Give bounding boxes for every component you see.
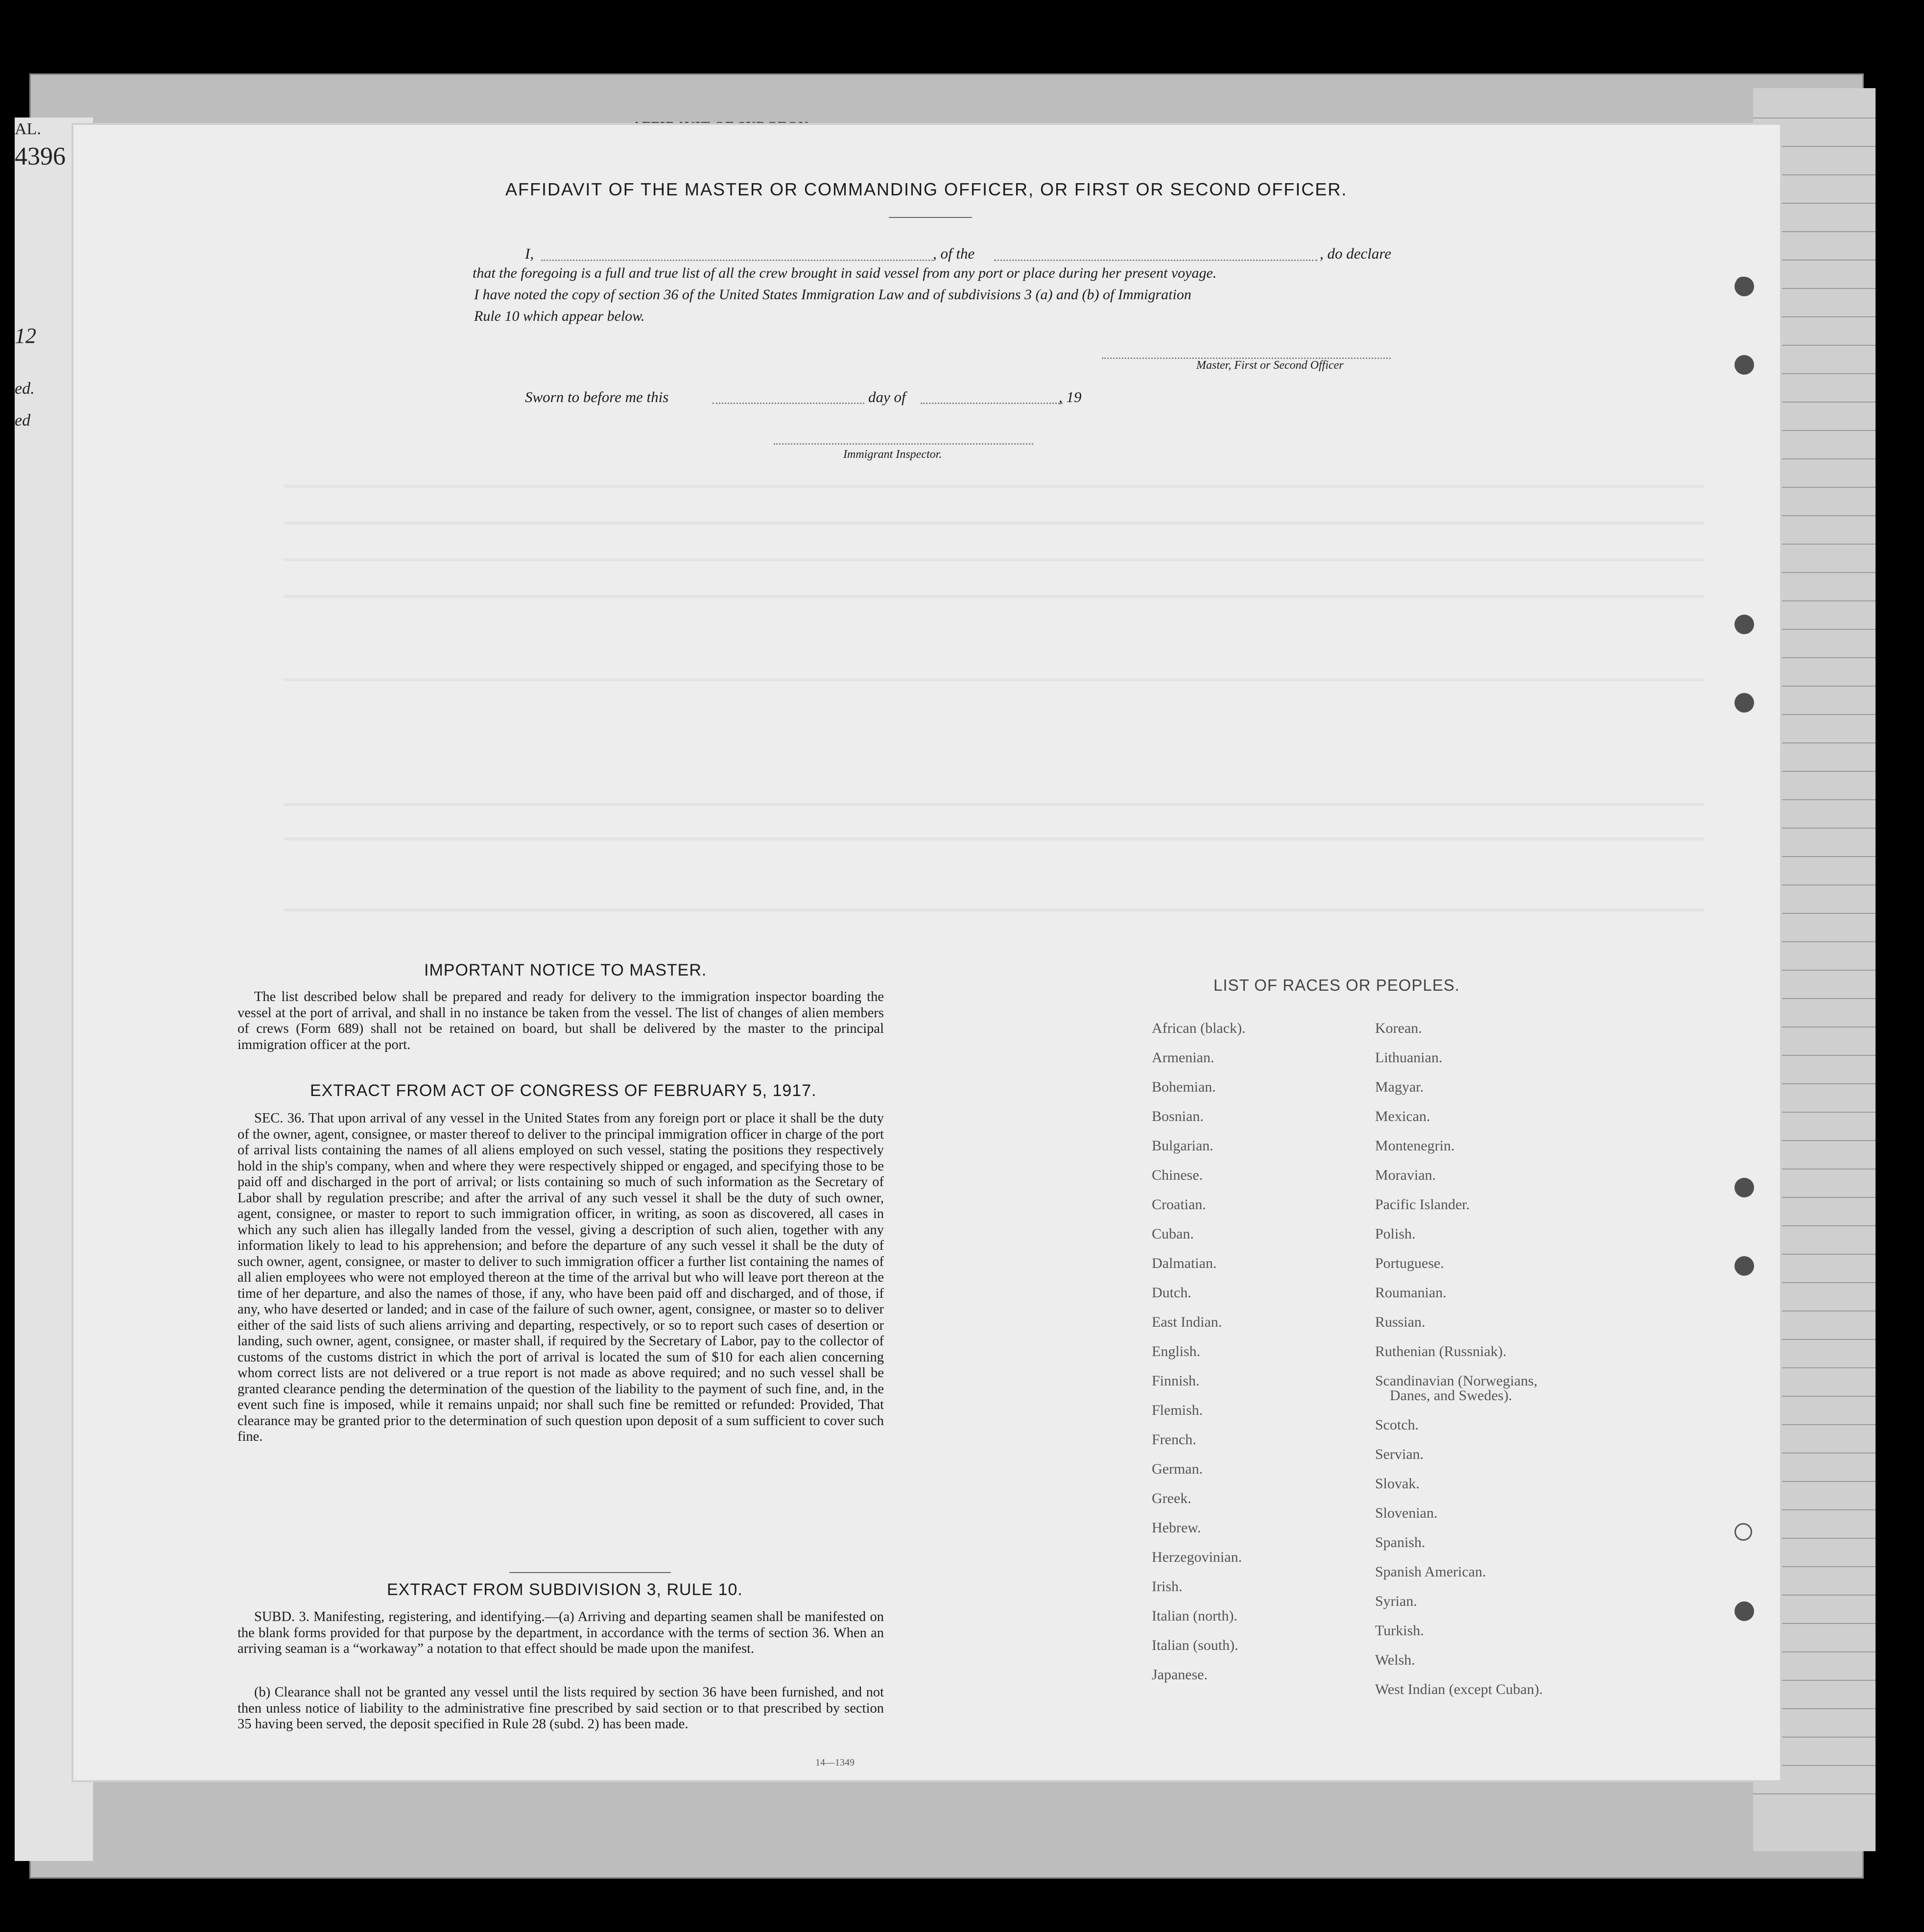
declaration-of-the: , of the <box>933 245 975 262</box>
race-entry: Croatian. <box>1152 1196 1206 1213</box>
race-entry: Italian (south). <box>1152 1637 1238 1653</box>
punch-hole <box>1734 1256 1754 1276</box>
declaration-i: I, <box>525 245 534 262</box>
punch-hole <box>1734 277 1754 296</box>
notice-heading: IMPORTANT NOTICE TO MASTER. <box>424 961 707 979</box>
race-entry: Scotch. <box>1375 1417 1419 1433</box>
race-entry: Scandinavian (Norwegians, <box>1375 1373 1538 1389</box>
punch-hole <box>1734 1601 1754 1621</box>
race-entry: Cuban. <box>1152 1226 1194 1242</box>
race-entry: Pacific Islander. <box>1375 1196 1470 1213</box>
extract-congress-body: SEC. 36. That upon arrival of any vessel in the United States from any foreign port or place it shall be the duty of the owner, agent, consignee, or master thereof to deliver to the principal immigration officer in charge of the port of arrival lists containing the names of all aliens employed on such vessel, stating the positions they respectively hold in the ship's company, when and where they were respectively shipped or engaged, and specifying those to be paid off and discharged in the port of arrival; or lists containing so much of such information as the Secretary of Labor shall by regulation prescribe; and after the arrival of any such vessel it shall be the duty of such owner, agent, consignee, or master to report to such immigration officer, in writing, as soon as discovered, all cases in which any such alien has illegally landed from the vessel, giving a description of such alien, together with any information likely to lead to his apprehension; and before the departure of any such vessel it shall be the duty of such owner, agent, consignee, or master to deliver to such immigration officer a further list containing the names of all alien employees who were not employed thereon at the time of the arrival but who will leave port thereon at the time of her departure, and also the names of those, if any, who have been paid off and discharged, and of those, if any, who have deserted or landed; and in case of the failure of such owner, agent, consignee, or master so to deliver either of the said lists of such aliens arriving and departing, respectively, or so to report such cases of desertion or landing, such owner, agent, consignee, or master shall, if required by the Secretary of Labor, pay to the collector of customs of the customs district in which the port of arrival is located the sum of $10 for each alien concerning whom correct lists are not delivered or a true report is not made as above required; and no such vessel shall be granted clearance pending the determination of the question of the liability to the payment of such fine, and, in the event such fine is imposed, while it remains unpaid; nor shall such fine be remitted or refunded: Provided, That clearance may be granted prior to the determination of such question upon deposit of a sum sufficient to cover such fine. <box>238 1111 884 1444</box>
day-of-text: day of <box>868 388 906 405</box>
race-entry: Russian. <box>1375 1314 1425 1330</box>
race-entry: Korean. <box>1375 1020 1422 1036</box>
race-entry: Bulgarian. <box>1152 1138 1213 1154</box>
race-entry: Syrian. <box>1375 1593 1417 1609</box>
extract-rule-para-a: SUBD. 3. Manifesting, registering, and identifying.—(a) Arriving and departing seamen shall be manifested on the blank forms provided for that purpose by the department, in accordance with the terms of section 36. When an arriving seaman is a “workaway” a notation to that effect should be made upon the manifest. <box>238 1609 884 1656</box>
race-entry: Bosnian. <box>1152 1108 1204 1124</box>
master-label: Master, First or Second Officer <box>1196 359 1344 372</box>
race-entry: West Indian (except Cuban). <box>1375 1681 1543 1697</box>
race-entry: English. <box>1152 1343 1201 1360</box>
declaration-line: that the foregoing is a full and true list of all the crew brought in said vessel from any port or place during her present voyage. <box>473 265 1217 281</box>
race-entry: Danes, and Swedes). <box>1390 1387 1512 1404</box>
inspector-label: Immigrant Inspector. <box>843 448 942 461</box>
punch-hole <box>1734 615 1754 634</box>
race-entry: Japanese. <box>1152 1667 1208 1683</box>
declaration-line: I have noted the copy of section 36 of the United States Immigration Law and of subdivisions 3 (a) and (b) of Immigration <box>474 286 1191 303</box>
race-entry: Armenian. <box>1152 1049 1214 1066</box>
declaration-line: Rule 10 which appear below. <box>474 308 645 324</box>
race-entry: Magyar. <box>1375 1079 1424 1095</box>
race-entry: African (black). <box>1152 1020 1246 1036</box>
declaration-do-declare: , do declare <box>1320 245 1392 262</box>
race-entry: Flemish. <box>1152 1402 1203 1418</box>
race-entry: Irish. <box>1152 1578 1183 1595</box>
day-blank <box>713 403 864 404</box>
races-heading: LIST OF RACES OR PEOPLES. <box>1213 976 1460 994</box>
race-entry: Lithuanian. <box>1375 1049 1443 1066</box>
extract-rule-para-b: (b) Clearance shall not be granted any vessel until the lists required by section 36 have been furnished, and not then unless notice of liability to the administrative fine prescribed by said section or to that prescribed by section 35 having been served, the deposit specified in Rule 28 (subd. 2) has been made. <box>238 1685 884 1732</box>
extract-rule-heading: EXTRACT FROM SUBDIVISION 3, RULE 10. <box>387 1580 743 1599</box>
year-text: , 19 <box>1059 388 1082 405</box>
race-entry: Turkish. <box>1375 1622 1424 1639</box>
inspector-blank <box>774 443 1033 445</box>
affidavit-title: AFFIDAVIT OF THE MASTER OR COMMANDING OFFICER, OR FIRST OR SECOND OFFICER. <box>505 179 1348 199</box>
race-entry: Mexican. <box>1375 1108 1430 1124</box>
race-entry: Moravian. <box>1375 1167 1436 1183</box>
race-entry: Slovenian. <box>1375 1505 1438 1521</box>
race-entry: Hebrew. <box>1152 1520 1201 1536</box>
month-blank <box>921 403 1063 404</box>
race-entry: Roumanian. <box>1375 1285 1447 1301</box>
race-entry: Greek. <box>1152 1490 1191 1506</box>
punch-hole <box>1734 355 1754 375</box>
race-entry: Herzegovinian. <box>1152 1549 1242 1565</box>
race-entry: French. <box>1152 1431 1196 1448</box>
race-entry: Dutch. <box>1152 1285 1191 1301</box>
race-entry: East Indian. <box>1152 1314 1222 1330</box>
margin-fragment: ed <box>15 411 31 429</box>
punch-hole <box>1734 1523 1752 1541</box>
margin-fragment: 12 <box>15 324 36 348</box>
vessel-blank <box>994 260 1317 261</box>
race-entry: German. <box>1152 1461 1203 1477</box>
race-entry: Italian (north). <box>1152 1608 1237 1624</box>
title-rule <box>889 217 972 218</box>
extract-rule <box>509 1572 671 1573</box>
margin-fragment: AL. <box>15 120 41 138</box>
extract-congress-heading: EXTRACT FROM ACT OF CONGRESS OF FEBRUARY 5, 1917. <box>310 1081 817 1100</box>
race-entry: Ruthenian (Russniak). <box>1375 1343 1507 1360</box>
race-entry: Finnish. <box>1152 1373 1200 1389</box>
race-entry: Chinese. <box>1152 1167 1203 1183</box>
sworn-text: Sworn to before me this <box>525 388 669 405</box>
race-entry: Polish. <box>1375 1226 1416 1242</box>
race-entry: Slovak. <box>1375 1476 1420 1492</box>
race-entry: Portuguese. <box>1375 1255 1444 1271</box>
margin-fragment: 4396 <box>15 143 66 170</box>
form-number: 14—1349 <box>815 1757 855 1768</box>
race-entry: Welsh. <box>1375 1652 1415 1668</box>
name-blank <box>541 260 933 261</box>
race-entry: Montenegrin. <box>1375 1138 1455 1154</box>
race-entry: Bohemian. <box>1152 1079 1216 1095</box>
race-entry: Spanish American. <box>1375 1564 1486 1580</box>
notice-body: The list described below shall be prepared and ready for delivery to the immigration inspector boarding the vessel at the port of arrival, and shall in no instance be taken from the vessel. The list of changes of alien members of crews (Form 689) shall not be retained on board, but shall be delivered by the master to the principal immigration officer at the port. <box>238 989 884 1052</box>
punch-hole <box>1734 1178 1754 1197</box>
race-entry: Servian. <box>1375 1446 1424 1462</box>
race-entry: Spanish. <box>1375 1534 1425 1550</box>
margin-fragment: ed. <box>15 380 35 398</box>
punch-hole <box>1734 693 1754 713</box>
race-entry: Dalmatian. <box>1152 1255 1217 1271</box>
